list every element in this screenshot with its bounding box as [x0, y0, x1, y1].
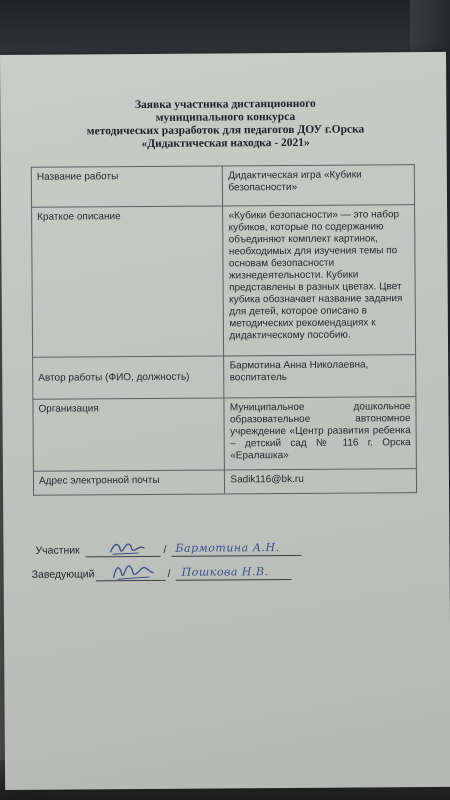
participant-name-line [172, 555, 302, 557]
row-label: Автор работы (ФИО, должность) [33, 356, 225, 399]
participant-signature [108, 538, 148, 556]
head-name-line [176, 579, 292, 581]
head-name: Пошкова Н.В. [181, 565, 269, 579]
row-label: Организация [33, 398, 225, 471]
document-title: Заявка участника дистанционного муниципального конкурса методических разработок для педагогов ДОУ г.Орска «Дидактическая находка - 2021» [86, 97, 365, 151]
separator: / [167, 567, 171, 580]
table-row [31, 165, 414, 208]
row-value: «Кубики безопасности» — это набор кубиков, которые по содержанию объединяют комплект картинок, необходимых для изучения темы по основам безопасности жизнедеятельности. Кубики представлены в разных цветах. Цвет кубика обозначает название задания для детей, которое описано в методических рекомендациях к дидактическому пособию. [223, 205, 416, 356]
head-label: Заведующий [31, 568, 95, 581]
row-label: Название работы [31, 166, 223, 207]
separator: / [163, 543, 167, 556]
row-label: Адрес электронной почты [33, 470, 225, 495]
row-value: Sadik116@bk.ru [225, 469, 417, 494]
row-value: Дидактическая игра «Кубики безопасности» [223, 165, 415, 206]
participant-name: Бармотина А.Н. [175, 541, 280, 555]
head-signature [112, 560, 156, 582]
row-label: Краткое описание [32, 206, 224, 357]
table-row [33, 355, 416, 400]
table-row [33, 469, 416, 496]
document-page [0, 52, 450, 790]
application-table [31, 164, 417, 496]
table-row [33, 397, 416, 472]
participant-label: Участник [35, 544, 80, 557]
table-row [32, 205, 416, 358]
row-value: Муниципальное дошкольное образовательное автономное учреждение «Центр развития ребенка – детский сад № 116 г. Орска «Ералашка» [224, 397, 416, 470]
row-value: Бармотина Анна Николаевна, воспитатель [224, 355, 416, 398]
